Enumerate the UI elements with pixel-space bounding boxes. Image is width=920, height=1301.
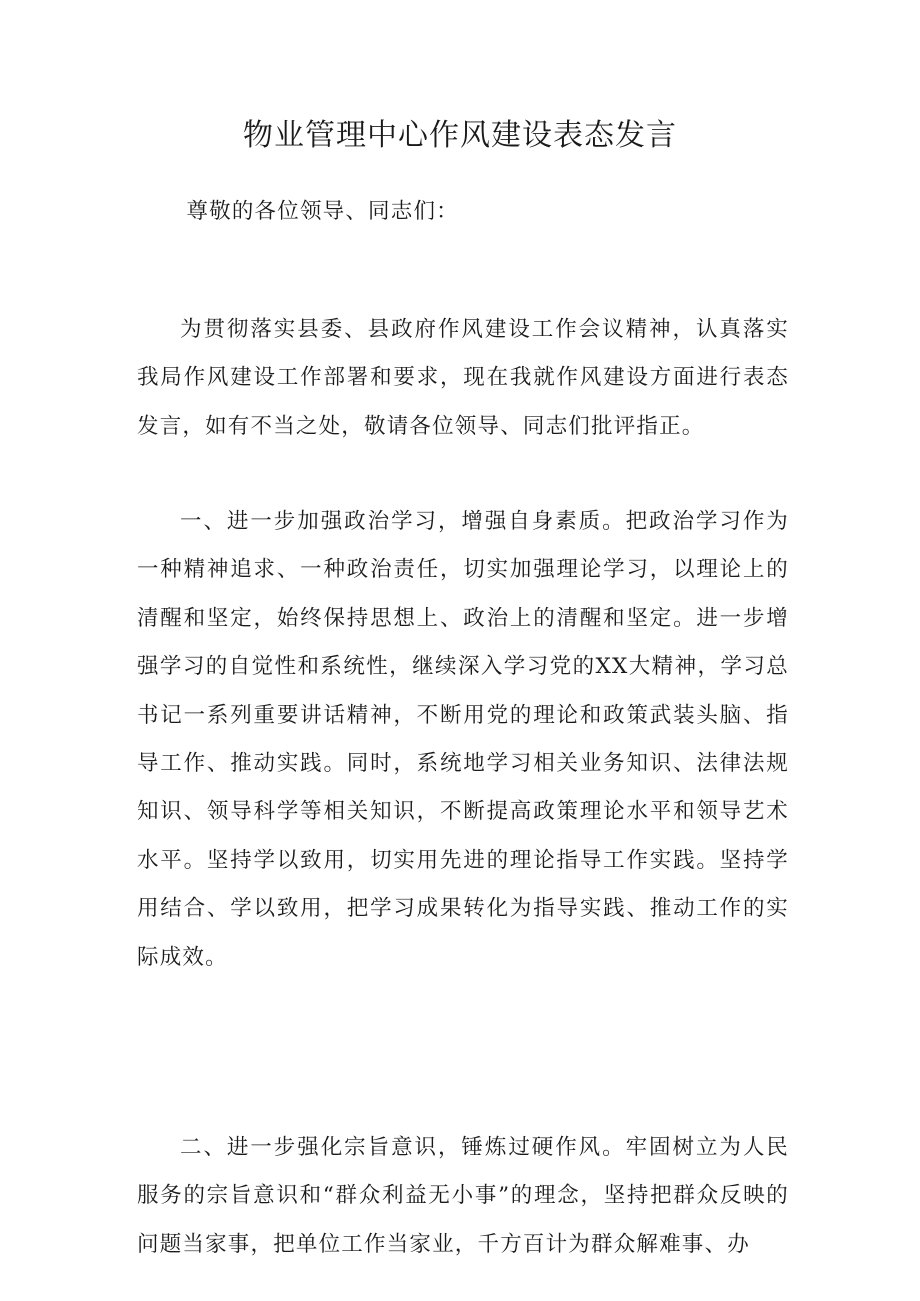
greeting: 尊敬的各位领导、同志们： xyxy=(186,199,459,224)
document-title: 物业管理中心作风建设表态发言 xyxy=(243,118,677,153)
paragraph-intro: 为贯彻落实县委、县政府作风建设工作会议精神，认真落实我局作风建设工作部署和要求，现在我就作风建设方面进行表态发言，如有不当之处，敬请各位领导、同志们批评指正。 xyxy=(137,317,789,439)
paragraph-section-1: 一、进一步加强政治学习，增强自身素质。把政治学习作为一种精神追求、一种政治责任，切实加强理论学习，以理论上的清醒和坚定，始终保持思想上、政治上的清醒和坚定。进一步增强学习的自觉性和系统性，继续深入学习党的XX大精神，学习总书记一系列重要讲话精神，不断用党的理论和政策武装头脑、指导工作、推动实践。同时，系统地学习相关业务知识、法律法规知识、领导科学等相关知识，不断提高政策理论水平和领导艺术水平。坚持学以致用，切实用先进的理论指导工作实践。坚持学用结合、学以致用，把学习成果转化为指导实践、推动工作的实际成效。 xyxy=(137,509,789,970)
paragraph-section-2: 二、进一步强化宗旨意识，锤炼过硬作风。牢固树立为人民服务的宗旨意识和“群众利益无小事”的理念，坚持把群众反映的问题当家事，把单位工作当家业，千方百计为群众解难事、办 xyxy=(137,1135,789,1257)
